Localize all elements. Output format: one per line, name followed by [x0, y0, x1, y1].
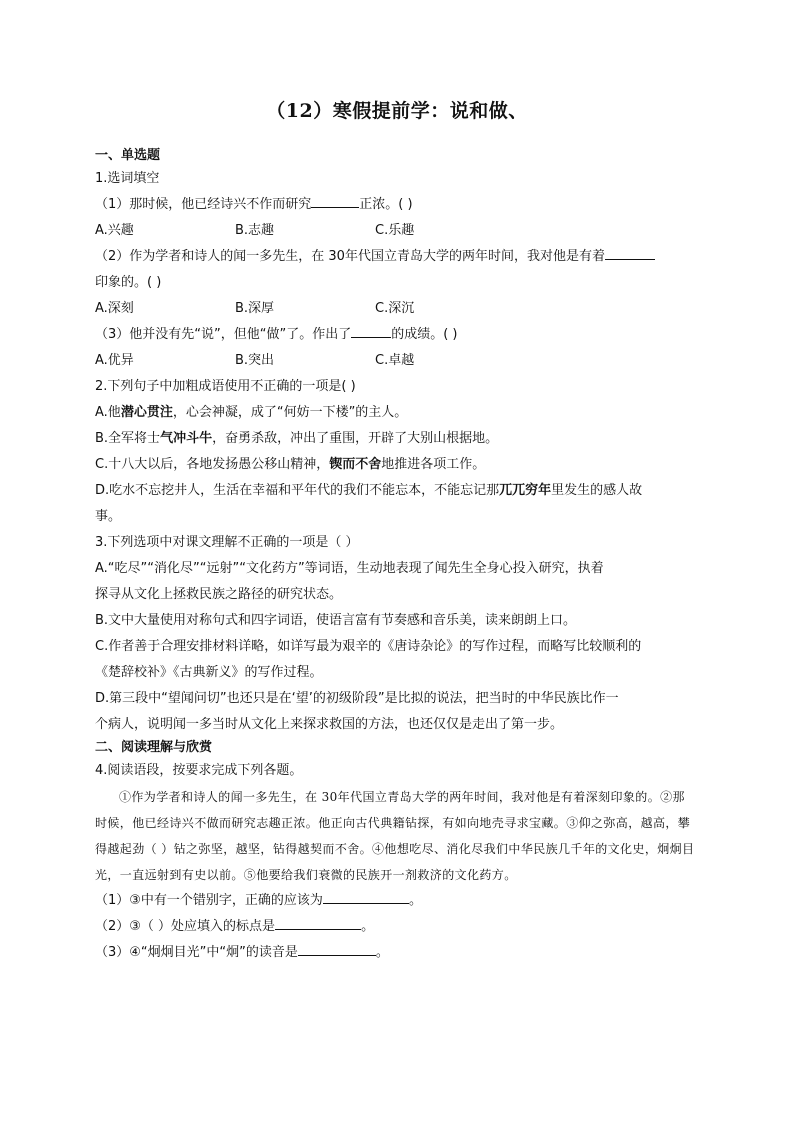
question-1-stem: 1.选词填空: [95, 171, 160, 186]
section-heading-reading: 二、阅读理解与欣赏: [95, 740, 213, 755]
document-body: [95, 146, 715, 966]
question-2-stem: 2.下列句子中加粗成语使用不正确的一项是( ): [95, 379, 356, 394]
question-3-option-a-cont: 探寻从文化上拯救民族之路径的研究状态。: [95, 587, 343, 602]
question-1-sub-3-options: [95, 348, 715, 374]
section-heading-single-choice: 一、单选题: [95, 148, 161, 163]
question-3-option-c[interactable]: C.作者善于合理安排材料详略，如详写最为艰辛的《唐诗杂论》的写作过程，而略写比较顺利的: [95, 639, 642, 654]
question-1-sub-2: （2）作为学者和诗人的闻一多先生，在 30年代国立青岛大学的两年时间，我对他是有着: [95, 244, 715, 270]
bold-idiom: 气冲斗牛: [160, 431, 213, 446]
question-4-stem: 4.阅读语段，按要求完成下列各题。: [95, 763, 303, 778]
question-3-option-b[interactable]: B.文中大量使用对称句式和四字词语，使语言富有节奏感和音乐美，读来朗朗上口。: [95, 613, 577, 628]
answer-blank[interactable]: [275, 915, 361, 930]
option-c[interactable]: C.深沉: [375, 301, 415, 316]
answer-blank[interactable]: [298, 941, 376, 956]
option-a[interactable]: A.深刻: [95, 301, 134, 316]
question-2-option-d-cont: 事。: [95, 509, 122, 524]
question-2-option-a[interactable]: A.他潜心贯注，心会神凝，成了“何妨一下楼”的主人。: [95, 405, 408, 420]
option-b[interactable]: B.志趣: [235, 223, 275, 238]
option-a[interactable]: A.优异: [95, 353, 134, 368]
option-c[interactable]: C.乐趣: [375, 223, 415, 238]
question-1-sub-1-options: [95, 218, 715, 244]
page-title: （12）寒假提前学：说和做、: [266, 100, 528, 122]
answer-blank[interactable]: [311, 193, 359, 208]
question-4-sub-2: （2）③（ ）处应填入的标点是 。: [95, 914, 715, 940]
answer-blank[interactable]: [323, 889, 409, 904]
question-2-option-b[interactable]: B.全军将士气冲斗牛，奋勇杀敌，冲出了重围，开辟了大别山根据地。: [95, 431, 499, 446]
option-a[interactable]: A.兴趣: [95, 223, 134, 238]
question-1-sub-2-cont: 印象的。( ): [95, 275, 162, 290]
bold-idiom: 锲而不舍: [329, 457, 382, 472]
reading-passage: ①作为学者和诗人的闻一多先生，在 30年代国立青岛大学的两年时间，我对他是有着深刻印象的。②那时候，他已经诗兴不做而研究志趣正浓。他正向古代典籍钻探，有如向地壳寻求宝藏。③仰之弥高，越高，攀得越起劲（ ）钻之弥坚，越坚，钻得越契而不舍。④他想吃尽、消化尽我们中华民族几千年的文化史，炯炯目光，一直远射到有史以前。⑤他要给我们衰微的民族开一剂救济的文化药方。: [95, 790, 695, 882]
question-4-sub-1: （1）③中有一个错别字，正确的应该为 。: [95, 888, 715, 914]
question-3-option-d[interactable]: D.第三段中“望闻问切”也还只是在‘望’的初级阶段”是比拟的说法，把当时的中华民族比作一: [95, 691, 619, 706]
question-1-sub-3: （3）他并没有先“说”，但他“做”了。作出了 的成绩。( ): [95, 322, 715, 348]
answer-blank[interactable]: [351, 323, 391, 338]
question-1-sub-2-options: [95, 296, 715, 322]
option-b[interactable]: B.深厚: [235, 301, 275, 316]
bold-idiom: 兀兀穷年: [499, 483, 552, 498]
question-3-option-c-cont: 《楚辞校补》《古典新义》的写作过程。: [95, 665, 323, 680]
question-4-sub-3: （3）④“炯炯目光”中“炯”的读音是 。: [95, 940, 715, 966]
question-1-sub-1: （1）那时候，他已经诗兴不作而研究 正浓。( ): [95, 192, 715, 218]
option-c[interactable]: C.卓越: [375, 353, 415, 368]
answer-blank[interactable]: [605, 245, 655, 260]
option-b[interactable]: B.突出: [235, 353, 275, 368]
question-3-option-a[interactable]: A.“吃尽”“消化尽”“远射”“文化药方”等词语，生动地表现了闻先生全身心投入研究，执着: [95, 561, 604, 576]
bold-idiom: 潜心贯注: [120, 405, 173, 420]
question-2-option-d[interactable]: D.吃水不忘挖井人，生活在幸福和平年代的我们不能忘本，不能忘记那兀兀穷年里发生的感人故: [95, 483, 643, 498]
question-2-option-c[interactable]: C.十八大以后，各地发扬愚公移山精神，锲而不舍地推进各项工作。: [95, 457, 486, 472]
question-3-stem: 3.下列选项中对课文理解不正确的一项是（ ）: [95, 535, 359, 550]
question-3-option-d-cont: 个病人，说明闻一多当时从文化上来探求救国的方法，也还仅仅是走出了第一步。: [95, 717, 564, 732]
